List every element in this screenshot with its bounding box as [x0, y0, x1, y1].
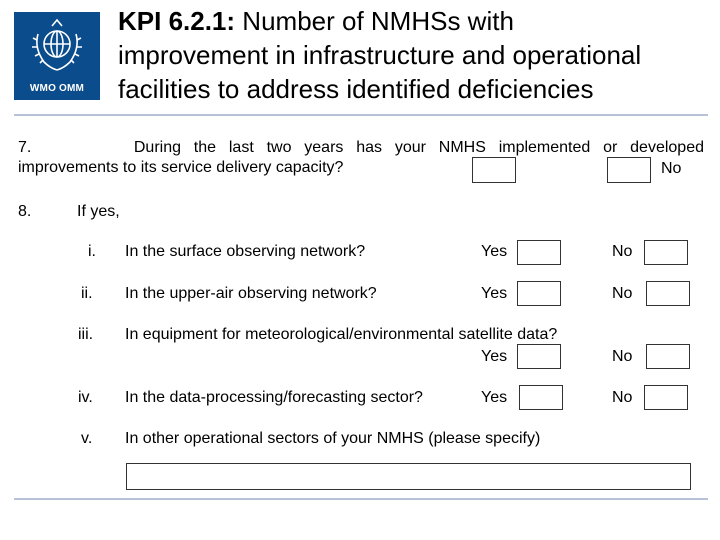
item-i-no-checkbox[interactable]: [644, 240, 688, 265]
question-7-line-1: [18, 138, 704, 158]
question-8-number: 8.: [18, 203, 32, 220]
item-v-text: In other operational sectors of your NMHS (please specify): [125, 430, 541, 447]
page-title: [118, 4, 708, 106]
item-i-text: In the surface observing network?: [125, 243, 366, 260]
question-8-intro: If yes,: [77, 203, 120, 220]
item-ii-yes-checkbox[interactable]: [517, 281, 561, 306]
item-iii-yes-checkbox[interactable]: [517, 344, 561, 369]
item-i-no-label: No: [612, 243, 633, 260]
item-i-number: i.: [88, 243, 96, 260]
title-line-2: improvement in infrastructure and operational: [118, 40, 642, 70]
item-v-specify-field[interactable]: [126, 463, 691, 490]
footer-divider: [14, 498, 708, 500]
item-iii-text: In equipment for meteorological/environmental satellite data?: [125, 326, 558, 343]
item-iv-text: In the data-processing/forecasting sector?: [125, 389, 423, 406]
item-iv-no-label: No: [612, 389, 633, 406]
question-7-line-2: improvements to its service delivery capacity?: [18, 159, 344, 176]
item-iv-yes-label: Yes: [481, 389, 508, 406]
q7-no-checkbox[interactable]: [607, 157, 651, 183]
q7-no-label: No: [661, 160, 682, 177]
item-i-yes-checkbox[interactable]: [517, 240, 561, 265]
item-iv-no-checkbox[interactable]: [644, 385, 688, 410]
question-7-number: 7.: [18, 139, 32, 156]
item-iv-number: iv.: [78, 389, 93, 406]
item-iv-yes-checkbox[interactable]: [519, 385, 563, 410]
item-iii-no-checkbox[interactable]: [646, 344, 690, 369]
item-ii-no-label: No: [612, 285, 633, 302]
kpi-label: KPI 6.2.1:: [118, 6, 236, 36]
item-iii-number: iii.: [78, 326, 94, 343]
q7-yes-checkbox[interactable]: [472, 157, 516, 183]
item-ii-no-checkbox[interactable]: [646, 281, 690, 306]
item-v-number: v.: [81, 430, 93, 447]
header-divider: [14, 114, 708, 116]
title-line-1: Number of NMHSs with: [242, 6, 514, 36]
wmo-logo: [14, 12, 100, 100]
item-ii-number: ii.: [81, 285, 93, 302]
question-7-text: During the last two years has your NMHS implemented or developed: [133, 139, 705, 156]
item-iii-yes-label: Yes: [481, 348, 508, 365]
un-wreath-globe-icon: [28, 18, 86, 80]
item-i-yes-label: Yes: [481, 243, 508, 260]
item-ii-text: In the upper-air observing network?: [125, 285, 377, 302]
item-iii-no-label: No: [612, 348, 633, 365]
title-line-3: facilities to address identified deficiencies: [118, 74, 594, 104]
item-ii-yes-label: Yes: [481, 285, 508, 302]
logo-text: WMO OMM: [29, 83, 85, 94]
